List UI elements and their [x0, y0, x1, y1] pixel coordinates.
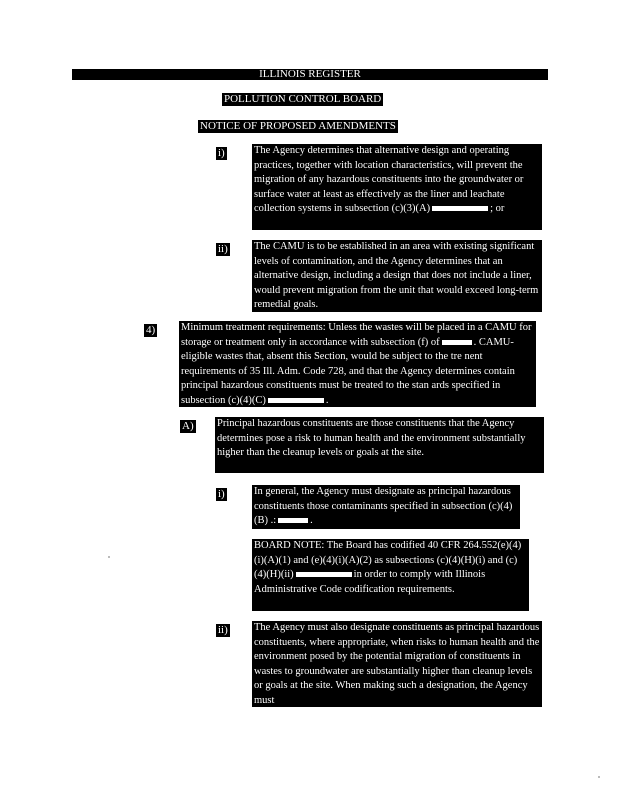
paragraph-tail: ; or: [490, 203, 505, 215]
redaction-mark: [268, 398, 324, 403]
item-label-ii-2: ii): [218, 624, 228, 636]
redaction-mark: [278, 518, 308, 523]
notice-title: NOTICE OF PROPOSED AMENDMENTS: [200, 120, 396, 132]
item-label-4: 4): [146, 324, 156, 336]
redaction-mark: [442, 340, 472, 345]
header-register-bar: [72, 69, 548, 80]
paragraph-4-minimum-treatment: [179, 321, 536, 407]
paragraph-text: The Agency determines that alternative design and operating practices, together with location characteristics, will prevent the migration of any hazardous constituents into the groundwater or surface water at least as effectively as the liner and leachate collection systems in subsection (c)(3)(A): [254, 145, 524, 215]
paragraph-tail: .: [310, 515, 313, 527]
paragraph-text-a: Minimum treatment requirements: Unless the wastes will be placed in a CAMU for storage or treatment only in accordance with subsection (f) of: [181, 322, 532, 348]
item-label-A: A): [182, 420, 194, 432]
item-label-ii-1: ii): [218, 243, 228, 255]
board-title: POLLUTION CONTROL BOARD: [224, 93, 382, 105]
redaction-mark: [432, 206, 488, 211]
paragraph-A-principal-constituents: [215, 417, 544, 473]
board-note-text: BOARD NOTE: The Board has codified 40 CFR 264.552(e)(4)(i)(A)(1) and (e)(4)(i)(A)(2) as subsections (c)(4)(H)(i) and (c)(4)(H)(ii): [254, 540, 522, 581]
scan-speck: [108, 556, 110, 558]
redaction-mark: [296, 572, 352, 577]
item-label-i-1: i): [218, 147, 225, 159]
register-title: ILLINOIS REGISTER: [259, 68, 361, 80]
scan-speck: [598, 776, 600, 778]
item-label-i-2: i): [218, 488, 225, 500]
board-note-tail: in order to comply with Illinois Administrative Code codification requirements.: [254, 569, 486, 595]
paragraph-i-alternative-design: [252, 144, 542, 230]
board-note: [252, 539, 529, 611]
paragraph-ii-also-designate: [252, 621, 542, 707]
paragraph-text-b: . CAMU-eligible wastes that, absent this Section, would be subject to the tre nent requirements of 35 Ill. Adm. Code 728, and that the Agency determines contain principal hazardous constituents must be treated to the stan ards specified in subsection (c)(4)(C): [181, 336, 515, 406]
paragraph-tail: .: [325, 394, 329, 406]
paragraph-text: Principal hazardous constituents are those constituents that the Agency determines pose a risk to human health and the environment substantially higher than the cleanup levels or goals at the site.: [217, 418, 526, 459]
paragraph-text: The Agency must also designate constituents as principal hazardous constituents, where appropriate, when risks to human health and the environment posed by the potential migration of constituents in wastes to groundwater are substantially higher than cleanup levels or goals at the site. When making such a designation, the Agency must: [254, 622, 540, 706]
paragraph-text: In general, the Agency must designate as principal hazardous constituents those contaminants specified in subsection (c)(4)(B) .:: [254, 486, 513, 527]
paragraph-text: The CAMU is to be established in an area with existing significant levels of contamination, and the Agency determines that an alternative design, including a design that does not include a liner, would prevent migration from the unit that would exceed long-term remedial goals.: [254, 241, 539, 311]
paragraph-i-designate-general: [252, 485, 520, 529]
paragraph-ii-camu-area: [252, 240, 542, 312]
